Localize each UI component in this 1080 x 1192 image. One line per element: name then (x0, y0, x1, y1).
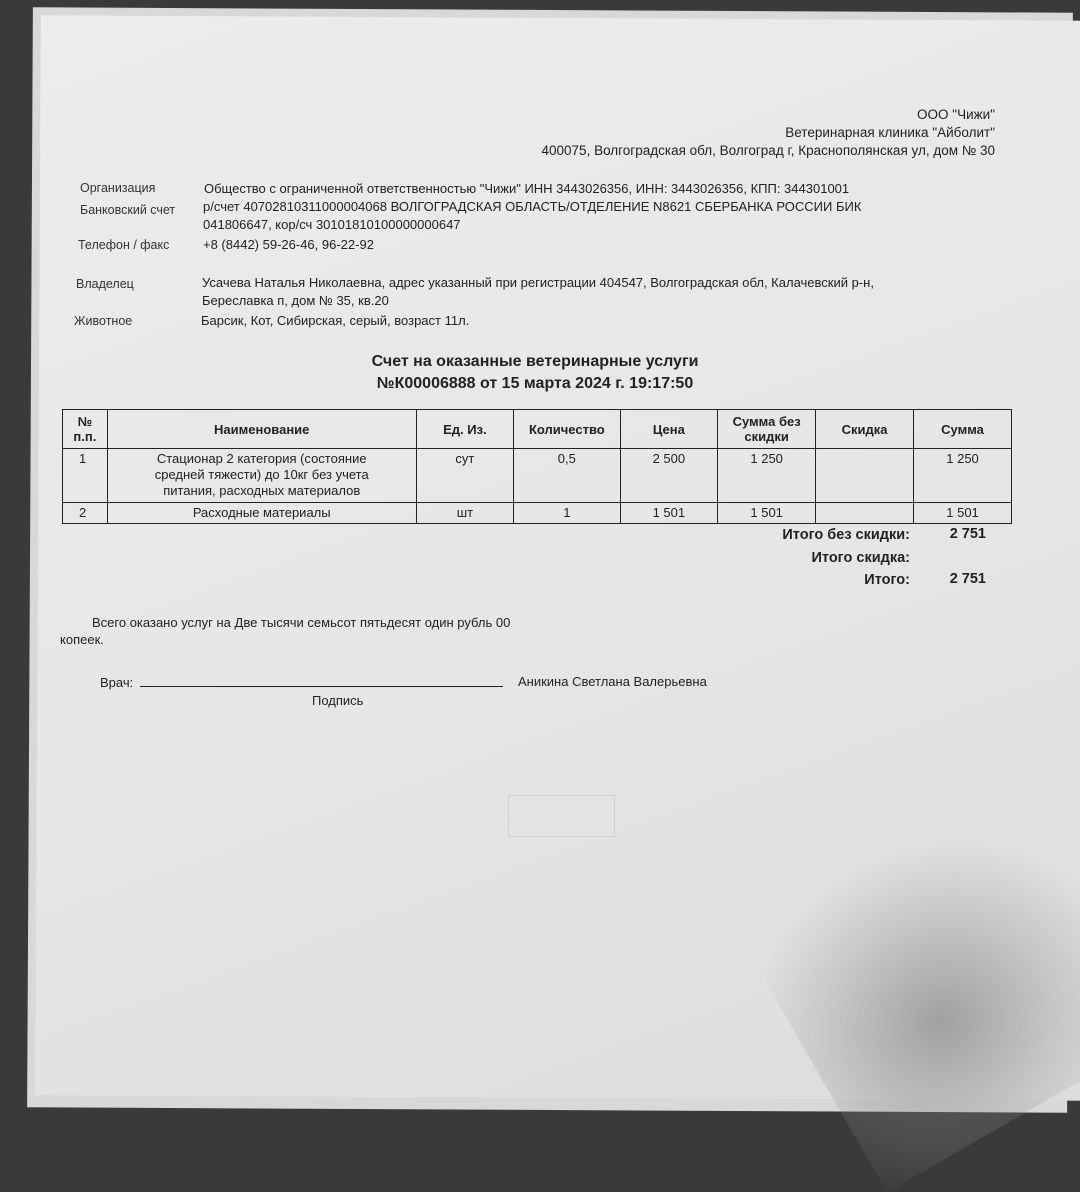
owner-label: Владелец (76, 277, 134, 291)
invoice-title: Счет на оказанные ветеринарные услуги (371, 353, 699, 370)
animal-value: Барсик, Кот, Сибирская, серый, возраст 11л. (201, 313, 470, 328)
col-sum-nodisc-line2: скидки (744, 429, 789, 444)
phone-label: Телефон / факс (78, 238, 170, 252)
row1-price: 2 500 (620, 449, 718, 503)
summary-line1: Всего оказано услуг на Две тысячи семьсот пятьдесят один рубль 00 (92, 615, 511, 630)
doctor-name: Аникина Светлана Валерьевна (518, 674, 707, 689)
company-name: ООО "Чижи" (917, 107, 995, 122)
bank-value-line1: р/счет 40702810311000004068 ВОЛГОГРАДСКАЯ ОБЛАСТЬ/ОТДЕЛЕНИЕ N8621 СБЕРБАНКА РОССИИ БИК (203, 199, 862, 214)
col-sum-nodisc (718, 410, 816, 449)
clinic-name: Ветеринарная клиника "Айболит" (785, 125, 995, 140)
col-qty: Количество (514, 410, 620, 449)
total-label: Итого: (864, 572, 910, 588)
col-unit: Ед. Из. (416, 410, 513, 449)
col-num-line1: № (77, 414, 93, 429)
row1-unit: сут (416, 449, 513, 503)
row2-qty: 1 (514, 503, 620, 524)
row1-name-line2: средней тяжести) до 10кг без учета (154, 467, 369, 482)
animal-label: Животное (74, 314, 133, 328)
org-value: Общество с ограниченной ответственностью "Чижи" ИНН 3443026356, ИНН: 3443026356, КПП: 344301001 (204, 181, 850, 196)
row2-discount (816, 503, 914, 524)
services-table (62, 409, 1012, 524)
row1-sum-nodisc: 1 250 (718, 449, 816, 503)
doctor-label: Врач: (100, 675, 134, 690)
clinic-address: 400075, Волгоградская обл, Волгоград г, Краснополянская ул, дом № 30 (541, 143, 995, 158)
col-discount: Скидка (816, 410, 914, 449)
bank-value-line2: 041806647, кор/сч 30101810100000000647 (203, 217, 461, 232)
col-price: Цена (620, 410, 718, 449)
row1-name-line3: питания, расходных материалов (163, 483, 361, 498)
table-row (63, 503, 1012, 524)
bank-label: Банковский счет (80, 203, 176, 217)
row1-sum: 1 250 (914, 449, 1012, 503)
total-nodisc-value: 2 751 (949, 526, 986, 542)
table-header-row (63, 410, 1012, 449)
total-value: 2 751 (949, 571, 986, 587)
row2-name: Расходные материалы (107, 503, 416, 524)
total-nodisc-label: Итого без скидки: (782, 527, 910, 543)
col-num-line2: п.п. (73, 429, 97, 444)
total-discount-label: Итого скидка: (811, 550, 910, 566)
invoice-number-date: №К00006888 от 15 марта 2024 г. 19:17:50 (376, 375, 694, 392)
col-sum-nodisc-line1: Сумма без (732, 414, 801, 429)
bleed-through-mark (508, 795, 615, 837)
row2-num: 2 (63, 503, 108, 524)
signature-caption: Подпись (312, 693, 364, 708)
row1-qty: 0,5 (514, 449, 620, 503)
row1-discount (816, 449, 914, 503)
signature-line (140, 670, 503, 687)
table-row (63, 449, 1012, 503)
col-num (63, 410, 108, 449)
row1-num: 1 (63, 449, 108, 503)
org-label: Организация (80, 181, 156, 195)
row2-price: 1 501 (620, 503, 718, 524)
phone-value: +8 (8442) 59-26-46, 96-22-92 (203, 237, 374, 252)
col-sum: Сумма (914, 410, 1012, 449)
row2-sum-nodisc: 1 501 (718, 503, 816, 524)
row1-name (107, 449, 416, 503)
owner-value-line1: Усачева Наталья Николаевна, адрес указанный при регистрации 404547, Волгоградская обл, Калачевский р-н, (202, 275, 874, 290)
row1-name-line1: Стационар 2 категория (состояние (156, 451, 367, 466)
col-name: Наименование (107, 410, 416, 449)
owner-value-line2: Береславка п, дом № 35, кв.20 (202, 293, 389, 308)
row2-sum: 1 501 (914, 503, 1012, 524)
row2-unit: шт (416, 503, 513, 524)
summary-line2: копеек. (60, 632, 104, 647)
